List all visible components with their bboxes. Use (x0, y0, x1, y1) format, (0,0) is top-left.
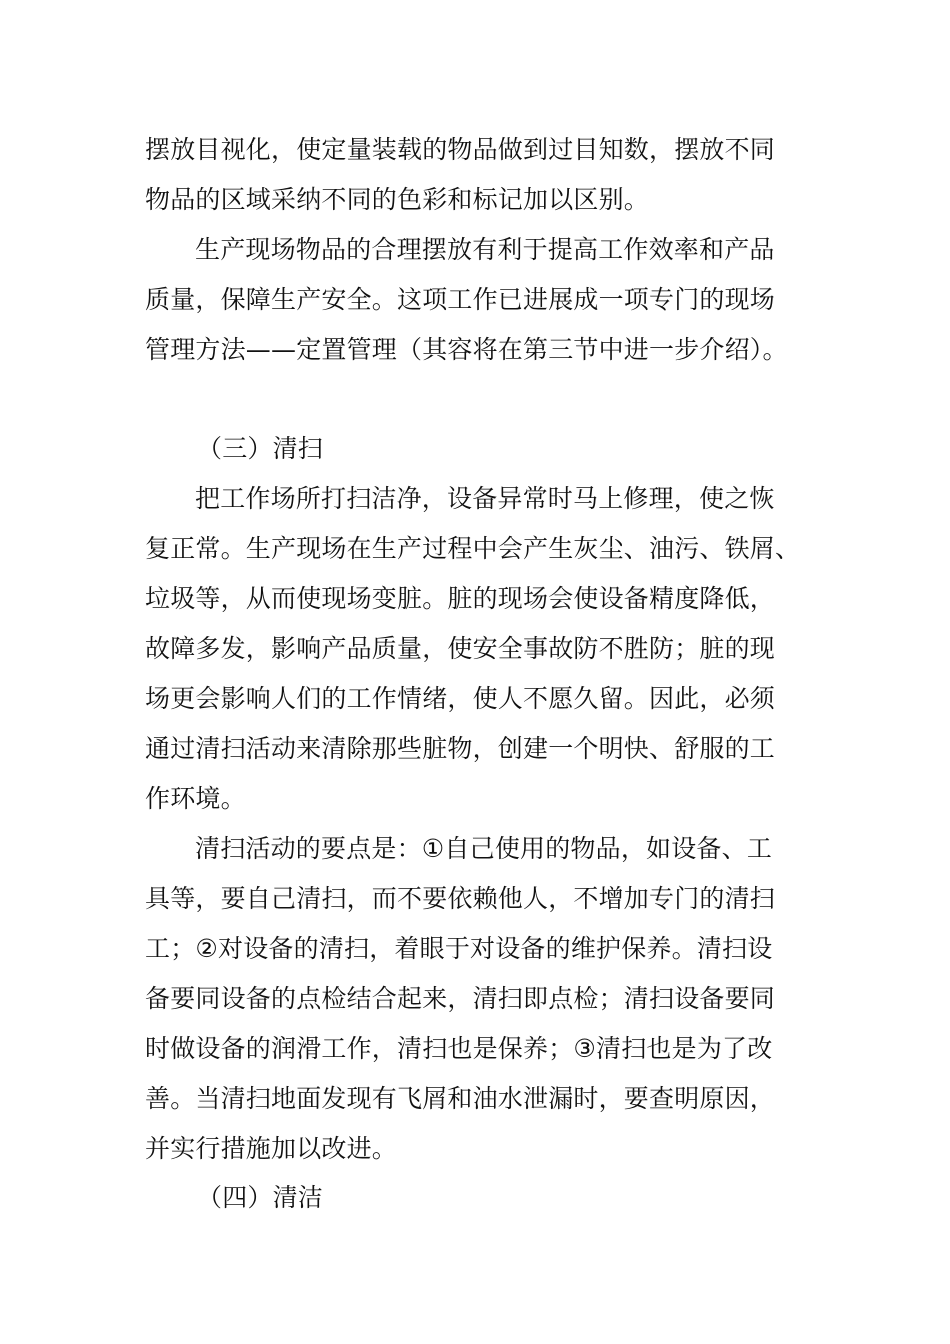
paragraph-line: 复正常。生产现场在生产过程中会产生灰尘、油污、铁屑、 (145, 534, 801, 563)
paragraph-line: 通过清扫活动来清除那些脏物，创建一个明快、舒服的工 (145, 734, 776, 763)
section-heading-cleanliness: （四）清洁 (197, 1183, 324, 1212)
paragraph-line: 把工作场所打扫洁净，设备异常时马上修理，使之恢 (195, 484, 775, 513)
paragraph-line: 摆放目视化，使定量装载的物品做到过目知数，摆放不同 (145, 135, 776, 164)
paragraph-line: 垃圾等，从而使现场变脏。脏的现场会使设备精度降低， (145, 584, 776, 613)
paragraph-line: 备要同设备的点检结合起来，清扫即点检；清扫设备要同 (145, 984, 776, 1013)
paragraph-line: 故障多发，影响产品质量，使安全事故防不胜防；脏的现 (145, 634, 776, 663)
paragraph-line: 具等，要自己清扫，而不要依赖他人，不增加专门的清扫 (145, 884, 776, 913)
paragraph-line: 善。当清扫地面发现有飞屑和油水泄漏时，要查明原因， (145, 1084, 776, 1113)
paragraph-line: 清扫活动的要点是：①自己使用的物品，如设备、工 (195, 834, 773, 863)
paragraph-line: 场更会影响人们的工作情绪，使人不愿久留。因此，必须 (145, 684, 776, 713)
paragraph-line: 并实行措施加以改进。 (145, 1134, 398, 1163)
paragraph-line: 作环境。 (145, 784, 246, 813)
paragraph-line: 质量，保障生产安全。这项工作已进展成一项专门的现场 (145, 285, 776, 314)
paragraph-line: 物品的区域采纳不同的色彩和标记加以区别。 (145, 185, 650, 214)
paragraph-line: 工；②对设备的清扫，着眼于对设备的维护保养。清扫设 (145, 934, 773, 963)
section-heading-cleaning: （三）清扫 (197, 434, 324, 463)
paragraph-line: 管理方法——定置管理（其容将在第三节中进一步介绍）。 (145, 335, 788, 364)
paragraph-line: 时做设备的润滑工作，清扫也是保养；③清扫也是为了改 (145, 1034, 773, 1063)
paragraph-line: 生产现场物品的合理摆放有利于提高工作效率和产品 (195, 235, 775, 264)
